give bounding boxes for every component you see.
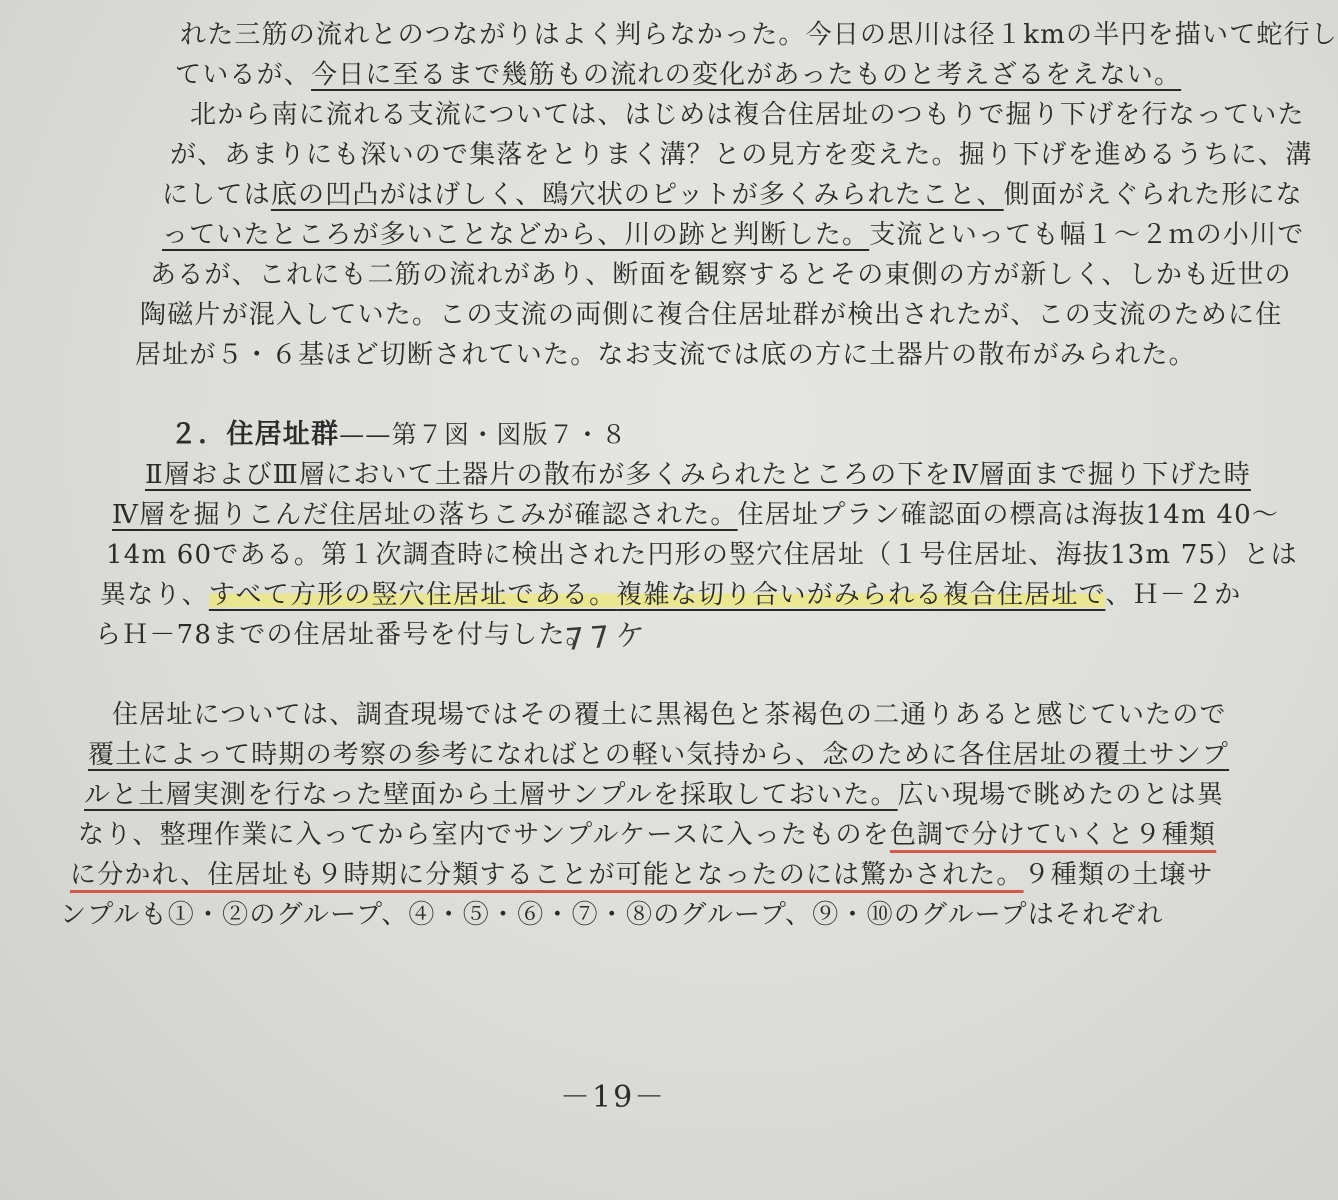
text-line bbox=[88, 738, 1229, 772]
text-line bbox=[190, 98, 1305, 132]
text-line bbox=[162, 178, 1303, 212]
text: 異なり、 bbox=[100, 580, 209, 610]
text-line bbox=[140, 298, 1282, 332]
text: 北から南に流れる支流については、はじめは複合住居址のつもりで掘り下げを行なっていた bbox=[190, 100, 1305, 130]
text: なり、整理作業に入ってから室内でサンプルケースに入ったものを bbox=[78, 820, 890, 850]
underlined-text: Ⅳ層を掘りこんだ住居址の落ちこみが確認された。 bbox=[112, 500, 738, 530]
text-line bbox=[84, 778, 1224, 812]
text-line bbox=[60, 898, 1164, 932]
text-line bbox=[170, 138, 1312, 172]
underlined-text: っていたところが多いことなどから、川の跡と判断した。 bbox=[162, 220, 870, 250]
text: が、あまりにも深いので集落をとりまく溝？との見方を変えた。掘り下げを進めるうちに、溝 bbox=[170, 140, 1313, 170]
red-underlined-text: に分かれ、住居址も９時期に分類することが可能となったのには驚かされた。 bbox=[70, 860, 1024, 890]
text-line bbox=[70, 858, 1214, 892]
text: ンプルも①・②のグループ、④・⑤・⑥・⑦・⑧のグループ、⑨・⑩のグループはそれぞれ bbox=[60, 900, 1164, 930]
text: 居址が５・６基ほど切断されていた。なお支流では底の方に土器片の散布がみられた。 bbox=[135, 340, 1196, 370]
highlighted-text: 複雑な切り合いがみられる複合住居址で bbox=[616, 580, 1106, 610]
text: 住居址については、調査現場ではその覆土に黒褐色と茶褐色の二通りあると感じていたので bbox=[112, 700, 1227, 730]
text-line bbox=[135, 338, 1196, 372]
text-line bbox=[95, 618, 593, 652]
handwritten-note: 77ケ bbox=[564, 617, 653, 658]
text: 広い現場で眺めたのとは異 bbox=[897, 780, 1225, 810]
text: 住居址プラン確認面の標高は海抜14m 40～ bbox=[737, 500, 1280, 530]
text: ９種類の土壌サ bbox=[1023, 860, 1214, 890]
underlined-text: 鴎穴状のピットが多くみられたこと、 bbox=[542, 180, 1004, 210]
text-line bbox=[150, 258, 1292, 292]
text: あるが、これにも二筋の流れがあり、断面を観察するとその東側の方が新しく、しかも近世の bbox=[150, 260, 1292, 290]
text: 、Ｈ－２か bbox=[1105, 580, 1242, 610]
page-number: －19－ bbox=[560, 1080, 667, 1115]
text-line bbox=[175, 58, 1181, 92]
text-line bbox=[112, 498, 1279, 532]
text-line bbox=[145, 458, 1251, 492]
text: 14m 60である。第１次調査時に検出された円形の竪穴住居址（１号住居址、海抜13m 75）とは bbox=[106, 540, 1298, 570]
red-underlined-text: 色調で分けていくと９種類 bbox=[889, 820, 1217, 850]
text-line bbox=[100, 578, 1241, 612]
text: 陶磁片が混入していた。この支流の両側に複合住居址群が検出されたが、この支流のために住 bbox=[140, 300, 1283, 330]
text: れた三筋の流れとのつながりはよく判らなかった。今日の思川は径１kmの半円を描いて蛇行し bbox=[180, 20, 1338, 50]
text-line bbox=[112, 698, 1227, 732]
underlined-text: ルと土層実測を行なった壁面から土層サンプルを採取しておいた。 bbox=[84, 780, 898, 810]
text: 側面がえぐられた形にな bbox=[1003, 180, 1303, 210]
section-title: ２．住居址群 bbox=[170, 419, 340, 450]
underlined-text: Ⅱ層およびⅢ層において土器片の散布が多くみられたところの下をⅣ層面まで掘り下げた時 bbox=[145, 460, 1251, 490]
text: ているが、 bbox=[175, 60, 312, 90]
text: 支流といっても幅１～２ｍの小川で bbox=[869, 220, 1305, 250]
text-line bbox=[106, 538, 1298, 572]
text-line bbox=[78, 818, 1216, 852]
text: にしては bbox=[162, 180, 271, 210]
underlined-text: 覆土によって時期の考察の参考になればとの軽い気持から、念のために各住居址の覆土サンプ bbox=[88, 740, 1230, 770]
section-heading bbox=[170, 418, 627, 452]
underlined-text: 底の凹凸がはげしく、 bbox=[270, 180, 543, 210]
highlighted-text: すべて方形の竪穴住居址である。 bbox=[208, 580, 617, 610]
text-line bbox=[162, 218, 1304, 252]
text-line bbox=[180, 18, 1338, 52]
figure-reference: ——第７図・図版７・８ bbox=[339, 420, 628, 449]
underlined-text: 今日に至るまで幾筋もの流れの変化があったものと考えざるをえない。 bbox=[311, 60, 1182, 90]
text: らＨ－78までの住居址番号を付与した。 bbox=[95, 620, 593, 650]
